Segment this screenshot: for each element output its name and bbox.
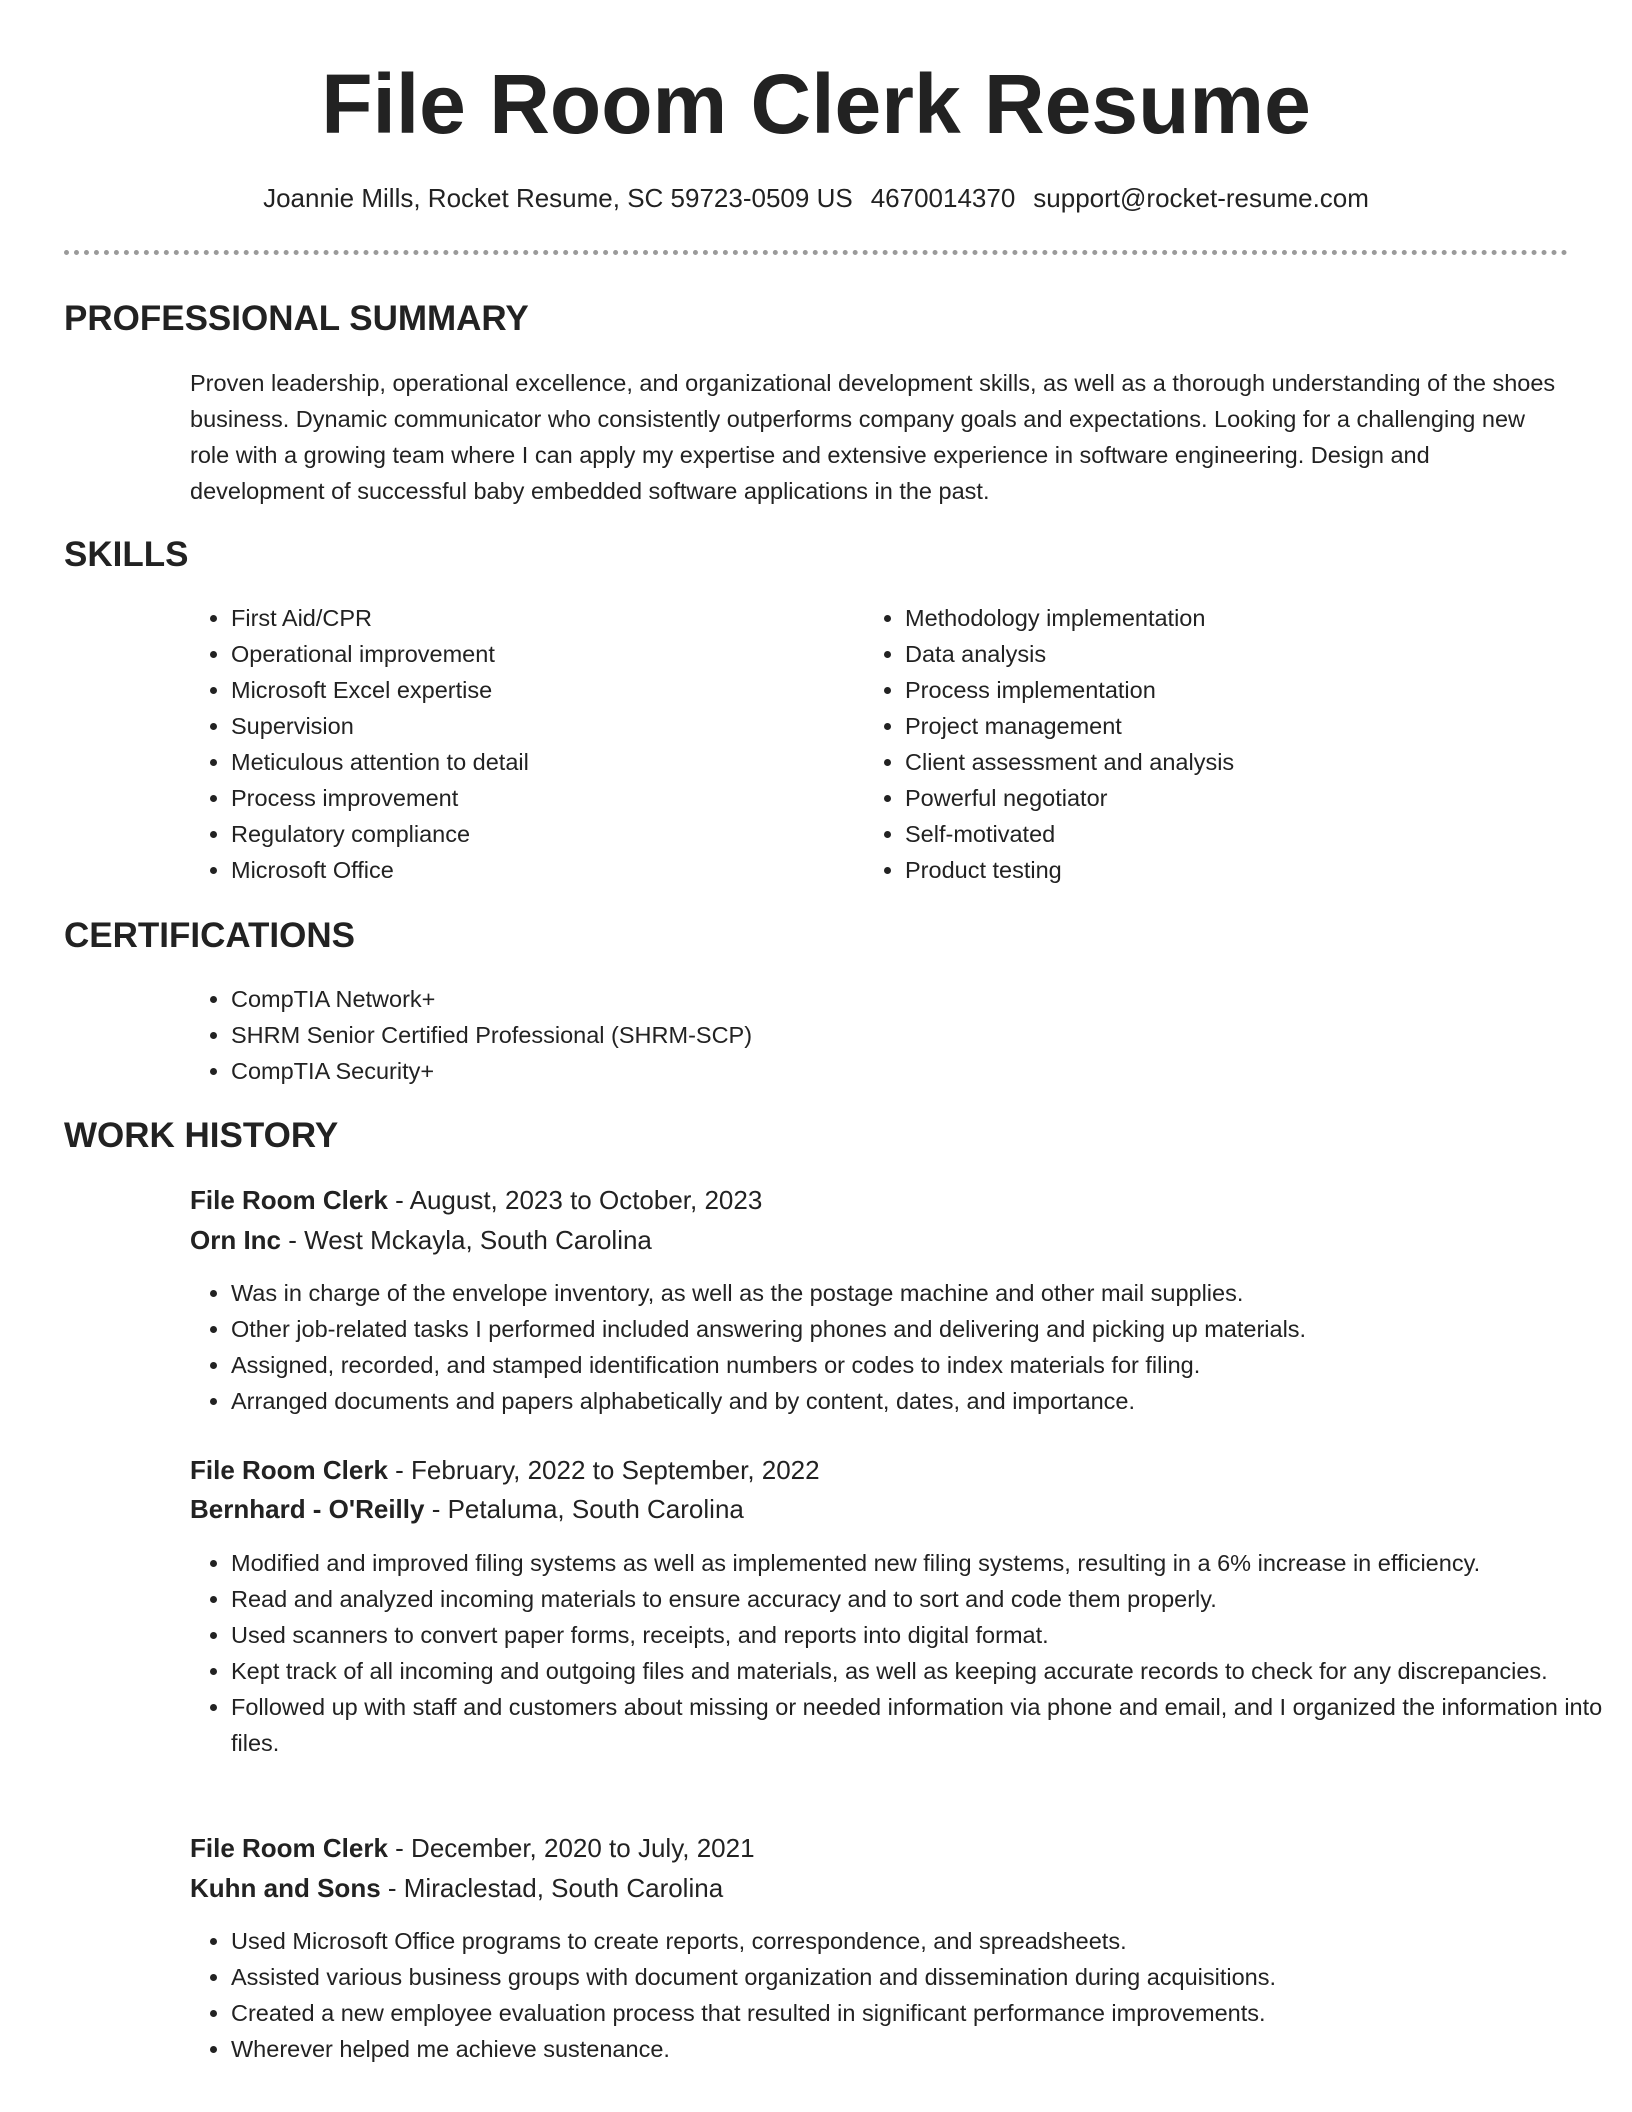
job-company: Kuhn and Sons [190,1873,381,1903]
skill-item: • Meticulous attention to detail [231,744,851,780]
summary-heading: PROFESSIONAL SUMMARY [64,299,529,338]
certification-item: • SHRM Senior Certified Professional (SHRM-SCP) [231,1017,1531,1053]
skills-list-left [188,600,851,888]
summary-text: Proven leadership, operational excellence, and organizational development skills, as well as a thorough understanding of the shoes business. Dynamic communicator who consistently outperforms company goals and expectations. Looking for a challenging new role with a growing team where I can apply my expertise and extensive experience in software engineering. Design and development of successful baby embedded software applications in the past. [190,370,1556,504]
job-bullet: • Was in charge of the envelope inventory, as well as the postage machine and other mail supplies. [231,1275,1621,1311]
skill-item: • First Aid/CPR [231,600,851,636]
skill-item: • Microsoft Excel expertise [231,672,851,708]
skill-item: • Powerful negotiator [905,780,1525,816]
job-bullet: • Modified and improved filing systems as well as implemented new filing systems, resulting in a 6% increase in efficiency. [231,1545,1621,1581]
job-bullet: • Kept track of all incoming and outgoing files and materials, as well as keeping accurate records to check for any discrepancies. [231,1653,1621,1689]
job-bullets [188,1275,1621,1419]
job-bullets [188,1545,1621,1761]
work-history-heading: WORK HISTORY [64,1116,339,1155]
certifications-heading: CERTIFICATIONS [64,916,356,955]
job-title-line [190,1830,755,1866]
job-company: Bernhard - O'Reilly [190,1494,425,1524]
job-dates: - August, 2023 to October, 2023 [387,1185,763,1215]
job-location: - Miraclestad, South Carolina [380,1873,724,1903]
job-title-line [190,1452,820,1488]
skills-list-right [862,600,1525,888]
job-title: File Room Clerk [190,1833,388,1863]
job-bullet: • Used scanners to convert paper forms, receipts, and reports into digital format. [231,1617,1621,1653]
skill-item: • Data analysis [905,636,1525,672]
certification-item: • CompTIA Network+ [231,981,1531,1017]
skill-item: • Regulatory compliance [231,816,851,852]
contact-email: support@rocket-resume.com [1033,183,1369,213]
skill-item: • Methodology implementation [905,600,1525,636]
job-title-line [190,1182,762,1218]
certifications-list [188,981,1531,1089]
certification-item: • CompTIA Security+ [231,1053,1531,1089]
job-dates: - December, 2020 to July, 2021 [387,1833,755,1863]
skill-item: • Product testing [905,852,1525,888]
skill-item: • Project management [905,708,1525,744]
skill-item: • Process improvement [231,780,851,816]
contact-line [0,180,1632,216]
skill-item: • Client assessment and analysis [905,744,1525,780]
job-title: File Room Clerk [190,1185,388,1215]
job-bullet: • Followed up with staff and customers about missing or needed information via phone and email, and I organized the information into files. [231,1689,1621,1761]
job-title: File Room Clerk [190,1455,388,1485]
skill-item: • Supervision [231,708,851,744]
job-company-line [190,1491,744,1527]
header-divider [64,250,1568,255]
job-bullet: • Assisted various business groups with document organization and dissemination during acquisitions. [231,1959,1621,1995]
job-bullet: • Arranged documents and papers alphabetically and by content, dates, and importance. [231,1383,1621,1419]
contact-phone: 4670014370 [870,183,1016,213]
skill-item: • Self-motivated [905,816,1525,852]
job-location: - West Mckayla, South Carolina [281,1225,652,1255]
job-company-line [190,1222,652,1258]
skill-item: • Process implementation [905,672,1525,708]
skill-item: • Microsoft Office [231,852,851,888]
job-bullet: • Other job-related tasks I performed included answering phones and delivering and picking up materials. [231,1311,1621,1347]
skills-heading: SKILLS [64,535,189,574]
job-dates: - February, 2022 to September, 2022 [387,1455,820,1485]
job-bullets [188,1923,1621,2067]
job-bullet: • Used Microsoft Office programs to create reports, correspondence, and spreadsheets. [231,1923,1621,1959]
resume-title: File Room Clerk Resume [321,57,1311,151]
job-bullet: • Read and analyzed incoming materials to ensure accuracy and to sort and code them properly. [231,1581,1621,1617]
job-bullet: • Assigned, recorded, and stamped identification numbers or codes to index materials for filing. [231,1347,1621,1383]
job-company-line [190,1870,723,1906]
skill-item: • Operational improvement [231,636,851,672]
job-company: Orn Inc [190,1225,282,1255]
job-bullet: • Wherever helped me achieve sustenance. [231,2031,1621,2067]
job-location: - Petaluma, South Carolina [424,1494,744,1524]
job-bullet: • Created a new employee evaluation process that resulted in significant performance improvements. [231,1995,1621,2031]
contact-address: Joannie Mills, Rocket Resume, SC 59723-0509 US [263,183,853,213]
